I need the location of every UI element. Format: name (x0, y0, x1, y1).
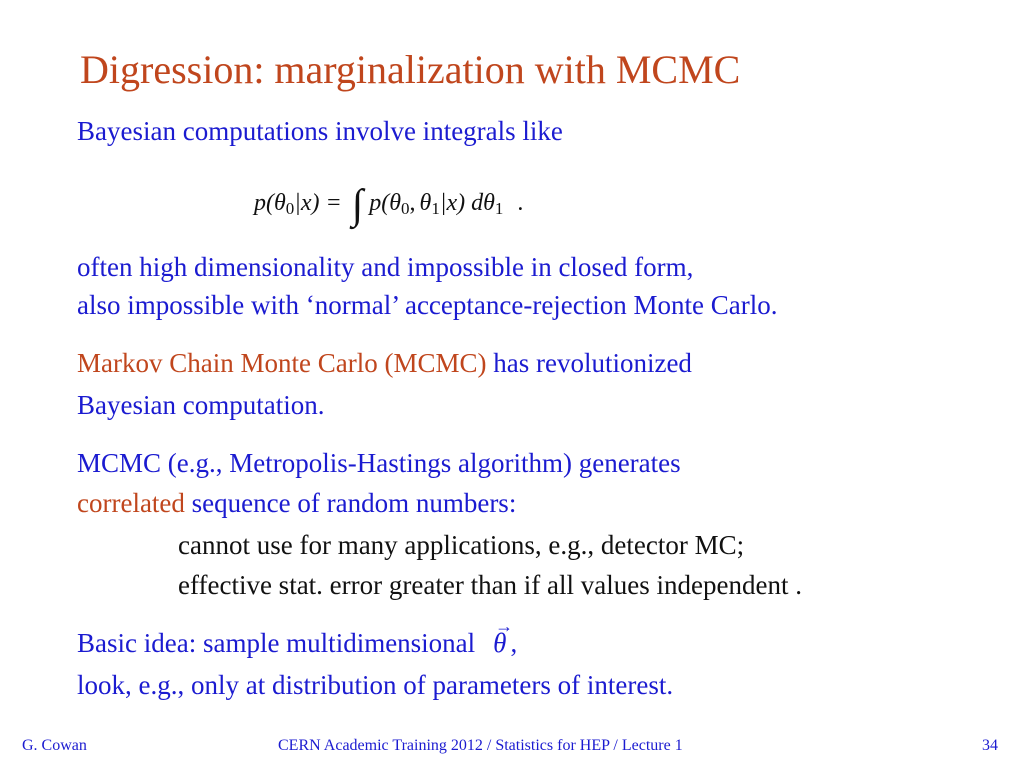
basic-idea-text: Basic idea: sample multidimensional (77, 628, 476, 658)
formula-theta: θ (389, 189, 402, 216)
basic-idea-comma: , (510, 628, 518, 658)
integral-sign: ∫ (351, 182, 364, 228)
marginalization-formula (254, 176, 523, 230)
vector-arrow-icon: → (495, 616, 514, 636)
correlated-line (77, 488, 516, 519)
correlated-highlight: correlated (77, 488, 185, 518)
formula-theta: θ (274, 189, 286, 216)
intro-text: Bayesian computations involve integrals like (77, 116, 563, 146)
formula-rhs-rest: |x) d (439, 189, 484, 216)
mcmc-revolution-rest: has revolutionized (486, 348, 692, 378)
closed-form-text: often high dimensionality and impossible in closed form, (77, 252, 694, 282)
mcmc-revolution-line (77, 348, 692, 379)
formula-period: . (517, 189, 524, 216)
correlated-rest: sequence of random numbers: (184, 488, 517, 518)
formula-sub-0: 0 (285, 199, 295, 218)
acceptance-rejection-text: also impossible with ‘normal’ acceptance-rejection Monte Carlo. (77, 290, 778, 320)
formula-sub-1: 1 (431, 199, 440, 218)
theta-symbol: θ (493, 628, 507, 658)
stat-error-text: effective stat. error greater than if all values independent . (178, 570, 802, 600)
metropolis-text: MCMC (e.g., Metropolis-Hastings algorithm) generates (77, 448, 681, 478)
formula-sub-0: 0 (401, 199, 410, 218)
formula-lhs-p: p( (254, 189, 274, 216)
slide-title: Digression: marginalization with MCMC (80, 47, 741, 92)
mcmc-highlight: Markov Chain Monte Carlo (MCMC) (77, 348, 487, 378)
theta-vector-symbol (493, 616, 514, 659)
formula-rhs-p: p( (369, 189, 390, 216)
formula-comma: , (409, 189, 416, 216)
footer-course: CERN Academic Training 2012 / Statistics for HEP / Lecture 1 (278, 737, 683, 754)
parameters-of-interest-text: look, e.g., only at distribution of parameters of interest. (77, 670, 674, 700)
bayesian-computation-text: Bayesian computation. (77, 390, 325, 420)
basic-idea-line (77, 616, 518, 659)
formula-sub-1: 1 (494, 199, 504, 218)
footer-page-number: 34 (982, 737, 998, 754)
detector-mc-text: cannot use for many applications, e.g., detector MC; (178, 530, 745, 560)
footer-author: G. Cowan (22, 737, 87, 754)
formula-theta: θ (483, 189, 495, 216)
formula-lhs-rest: |x) = (294, 189, 342, 216)
formula-theta: θ (419, 189, 432, 216)
